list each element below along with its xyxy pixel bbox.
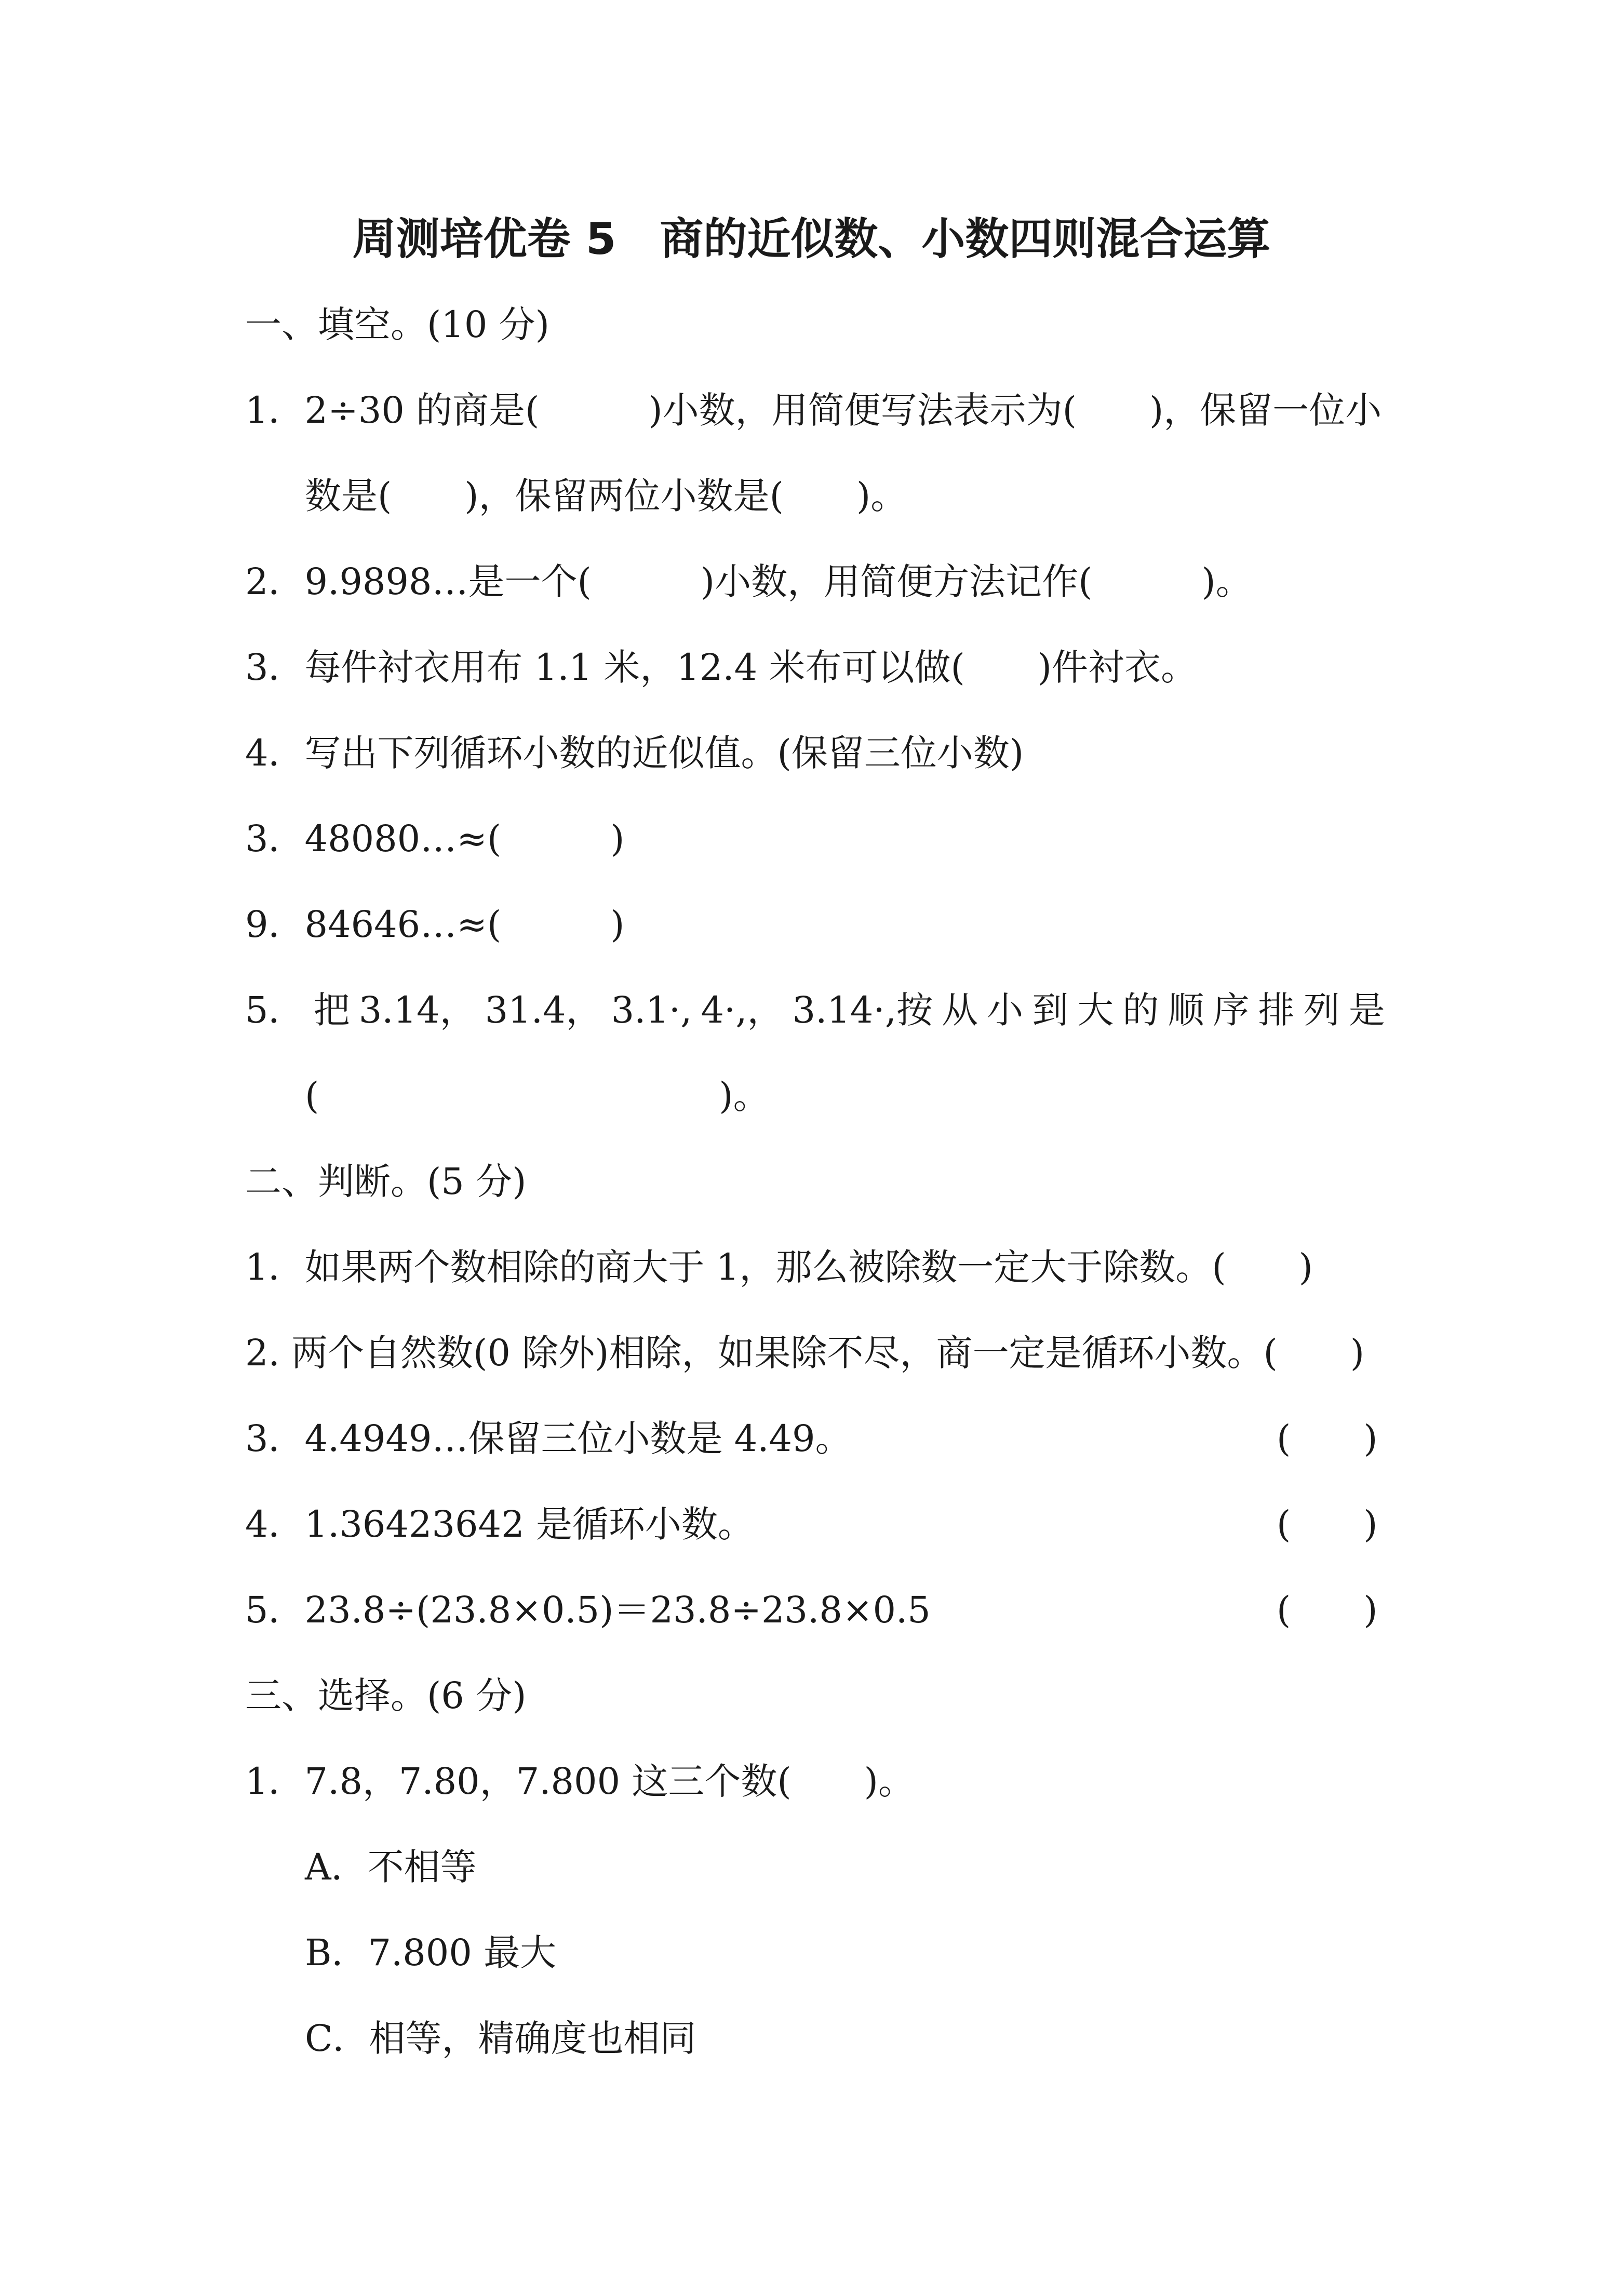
q5-token: 3.14， (358, 989, 476, 1031)
question-2-4: 4．1.36423642 是循环小数。 (245, 1503, 754, 1546)
q5-token: 排 (1258, 989, 1295, 1031)
section-heading-true-false: 二、判断。(5 分) (245, 1160, 527, 1203)
q5-token: 5． (245, 989, 305, 1031)
question-1-4-b: 9．84646…≈( ) (245, 903, 625, 946)
q5-token: 4·,， (701, 989, 784, 1031)
q5-token: 3.14·,按 (792, 989, 933, 1031)
answer-parentheses: ( ) (1277, 1589, 1378, 1631)
q5-token: 把 (313, 989, 350, 1031)
question-1-4-a: 3．48080…≈( ) (245, 817, 625, 860)
section-heading-multiple-choice: 三、选择。(6 分) (245, 1674, 527, 1717)
q5-token: 从 (942, 989, 978, 1031)
q5-token: 31.4， (485, 989, 602, 1031)
question-3-1: 1．7.8，7.80，7.800 这三个数( )。 (245, 1760, 915, 1803)
section-heading-fill-in: 一、填空。(10 分) (245, 303, 549, 346)
question-1-4: 4．写出下列循环小数的近似值。(保留三位小数) (245, 732, 1024, 774)
q5-token: 到 (1032, 989, 1069, 1031)
question-2-5: 5．23.8÷(23.8×0.5)＝23.8÷23.8×0.5 (245, 1589, 931, 1631)
question-1-5-line-1 (245, 984, 1385, 1036)
question-1-3: 3．每件衬衣用布 1.1 米，12.4 米布可以做( )件衬衣。 (245, 646, 1198, 689)
question-1-2: 2．9.9898…是一个( )小数，用简便方法记作( )。 (245, 560, 1252, 603)
q5-token: 是 (1348, 989, 1385, 1031)
option-c: C．相等，精确度也相同 (305, 2017, 696, 2060)
question-2-3: 3．4.4949…保留三位小数是 4.49。 (245, 1417, 852, 1460)
question-2-2: 2. 两个自然数(0 除外)相除，如果除不尽，商一定是循环小数。( ) (245, 1332, 1365, 1374)
q5-token: 大 (1077, 989, 1114, 1031)
answer-parentheses: ( ) (1277, 1417, 1378, 1460)
option-b: B．7.800 最大 (305, 1931, 557, 1974)
option-a: A．不相等 (305, 1846, 477, 1888)
question-2-1: 1．如果两个数相除的商大于 1，那么被除数一定大于除数。( ) (245, 1246, 1313, 1288)
q5-token: 3.1·, (611, 989, 692, 1031)
page-title: 周测培优卷 5 商的近似数、小数四则混合运算 (352, 213, 1271, 264)
question-1-1-line-2: 数是( )，保留两位小数是( )。 (305, 475, 907, 517)
question-1-5-line-2: ( )。 (305, 1075, 770, 1117)
q5-token: 的 (1122, 989, 1159, 1031)
q5-token: 序 (1213, 989, 1250, 1031)
question-1-1-line-1: 1．2÷30 的商是( )小数，用简便写法表示为( )，保留一位小 (245, 389, 1382, 432)
q5-token: 列 (1303, 989, 1340, 1031)
answer-parentheses: ( ) (1277, 1503, 1378, 1546)
q5-token: 顺 (1168, 989, 1204, 1031)
q5-token: 小 (987, 989, 1024, 1031)
